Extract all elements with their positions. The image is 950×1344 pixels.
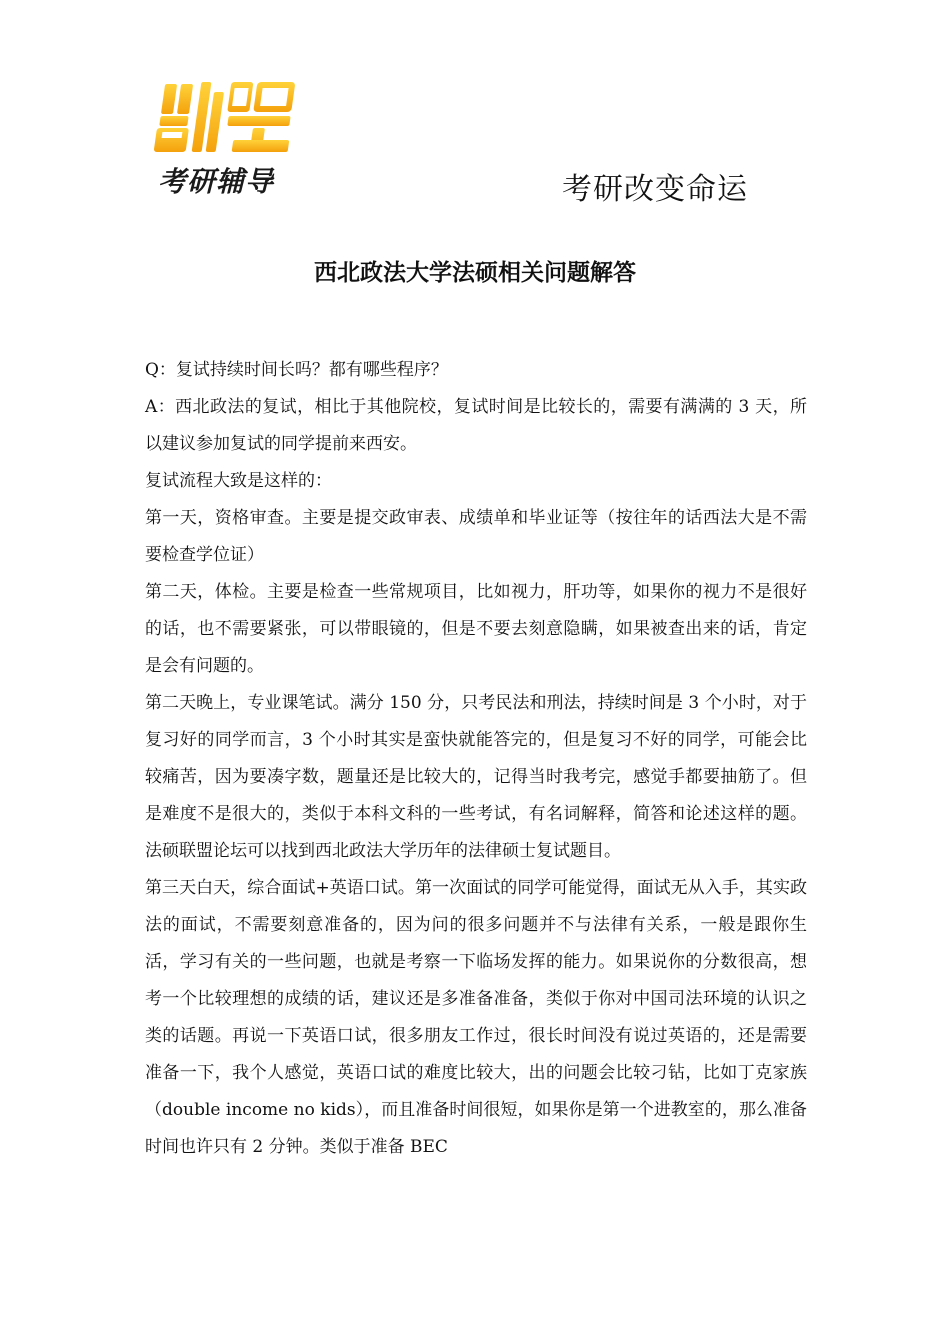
paragraph-day-two-evening: 第二天晚上，专业课笔试。满分 150 分，只考民法和刑法，持续时间是 3 个小时，对于复习好的同学而言，3 个小时其实是蛮快就能答完的，但是复习不好的同学，可能会比较痛苦，因为要凑字数，题量还是比较大的，记得当时我考完，感觉手都要抽筋了。但是难度不是很大的，类似于本科文科的一些考试，有名词解释，简答和论述这样的题。法硕联盟论坛可以找到西北政法大学历年的法律硕士复试题目。 [145,693,807,861]
paragraph-question: Q：复试持续时间长吗？都有哪些程序？ [145,360,448,380]
header-slogan: 考研改变命运 [562,172,748,207]
kaicheng-logo-icon [152,78,298,158]
paragraph-answer: A：西北政法的复试，相比于其他院校，复试时间是比较长的，需要有满满的 3 天，所以建议参加复试的同学提前来西安。 [145,397,807,454]
logo [150,78,300,196]
paragraph-day-three: 第三天白天，综合面试+英语口试。第一次面试的同学可能觉得，面试无从入手，其实政法的面试，不需要刻意准备的，因为问的很多问题并不与法律有关系，一般是跟你生活，学习有关的一些问题，也就是考察一下临场发挥的能力。如果说你的分数很高，想考一个比较理想的成绩的话，建议还是多准备准备，类似于你对中国司法环境的认识之类的话题。再说一下英语口试，很多朋友工作过，很长时间没有说过英语的，还是需要准备一下，我个人感觉，英语口试的难度比较大，出的问题会比较刁钻，比如丁克家族（double income no kids），而且准备时间很短，如果你是第一个进教室的，那么准备时间也许只有 2 分钟。类似于准备 BEC [145,878,807,1157]
paragraph-process-intro: 复试流程大致是这样的： [145,471,332,491]
paragraph-day-one: 第一天，资格审查。主要是提交政审表、成绩单和毕业证等（按往年的话西法大是不需要检查学位证） [145,508,807,565]
paragraph-day-two: 第二天，体检。主要是检查一些常规项目，比如视力，肝功等，如果你的视力不是很好的话，也不需要紧张，可以带眼镜的，但是不要去刻意隐瞒，如果被查出来的话，肯定是会有问题的。 [145,582,807,676]
logo-subtitle: 考研辅导 [158,165,275,198]
document-body [145,352,807,1166]
page-title: 西北政法大学法硕相关问题解答 [314,260,636,286]
